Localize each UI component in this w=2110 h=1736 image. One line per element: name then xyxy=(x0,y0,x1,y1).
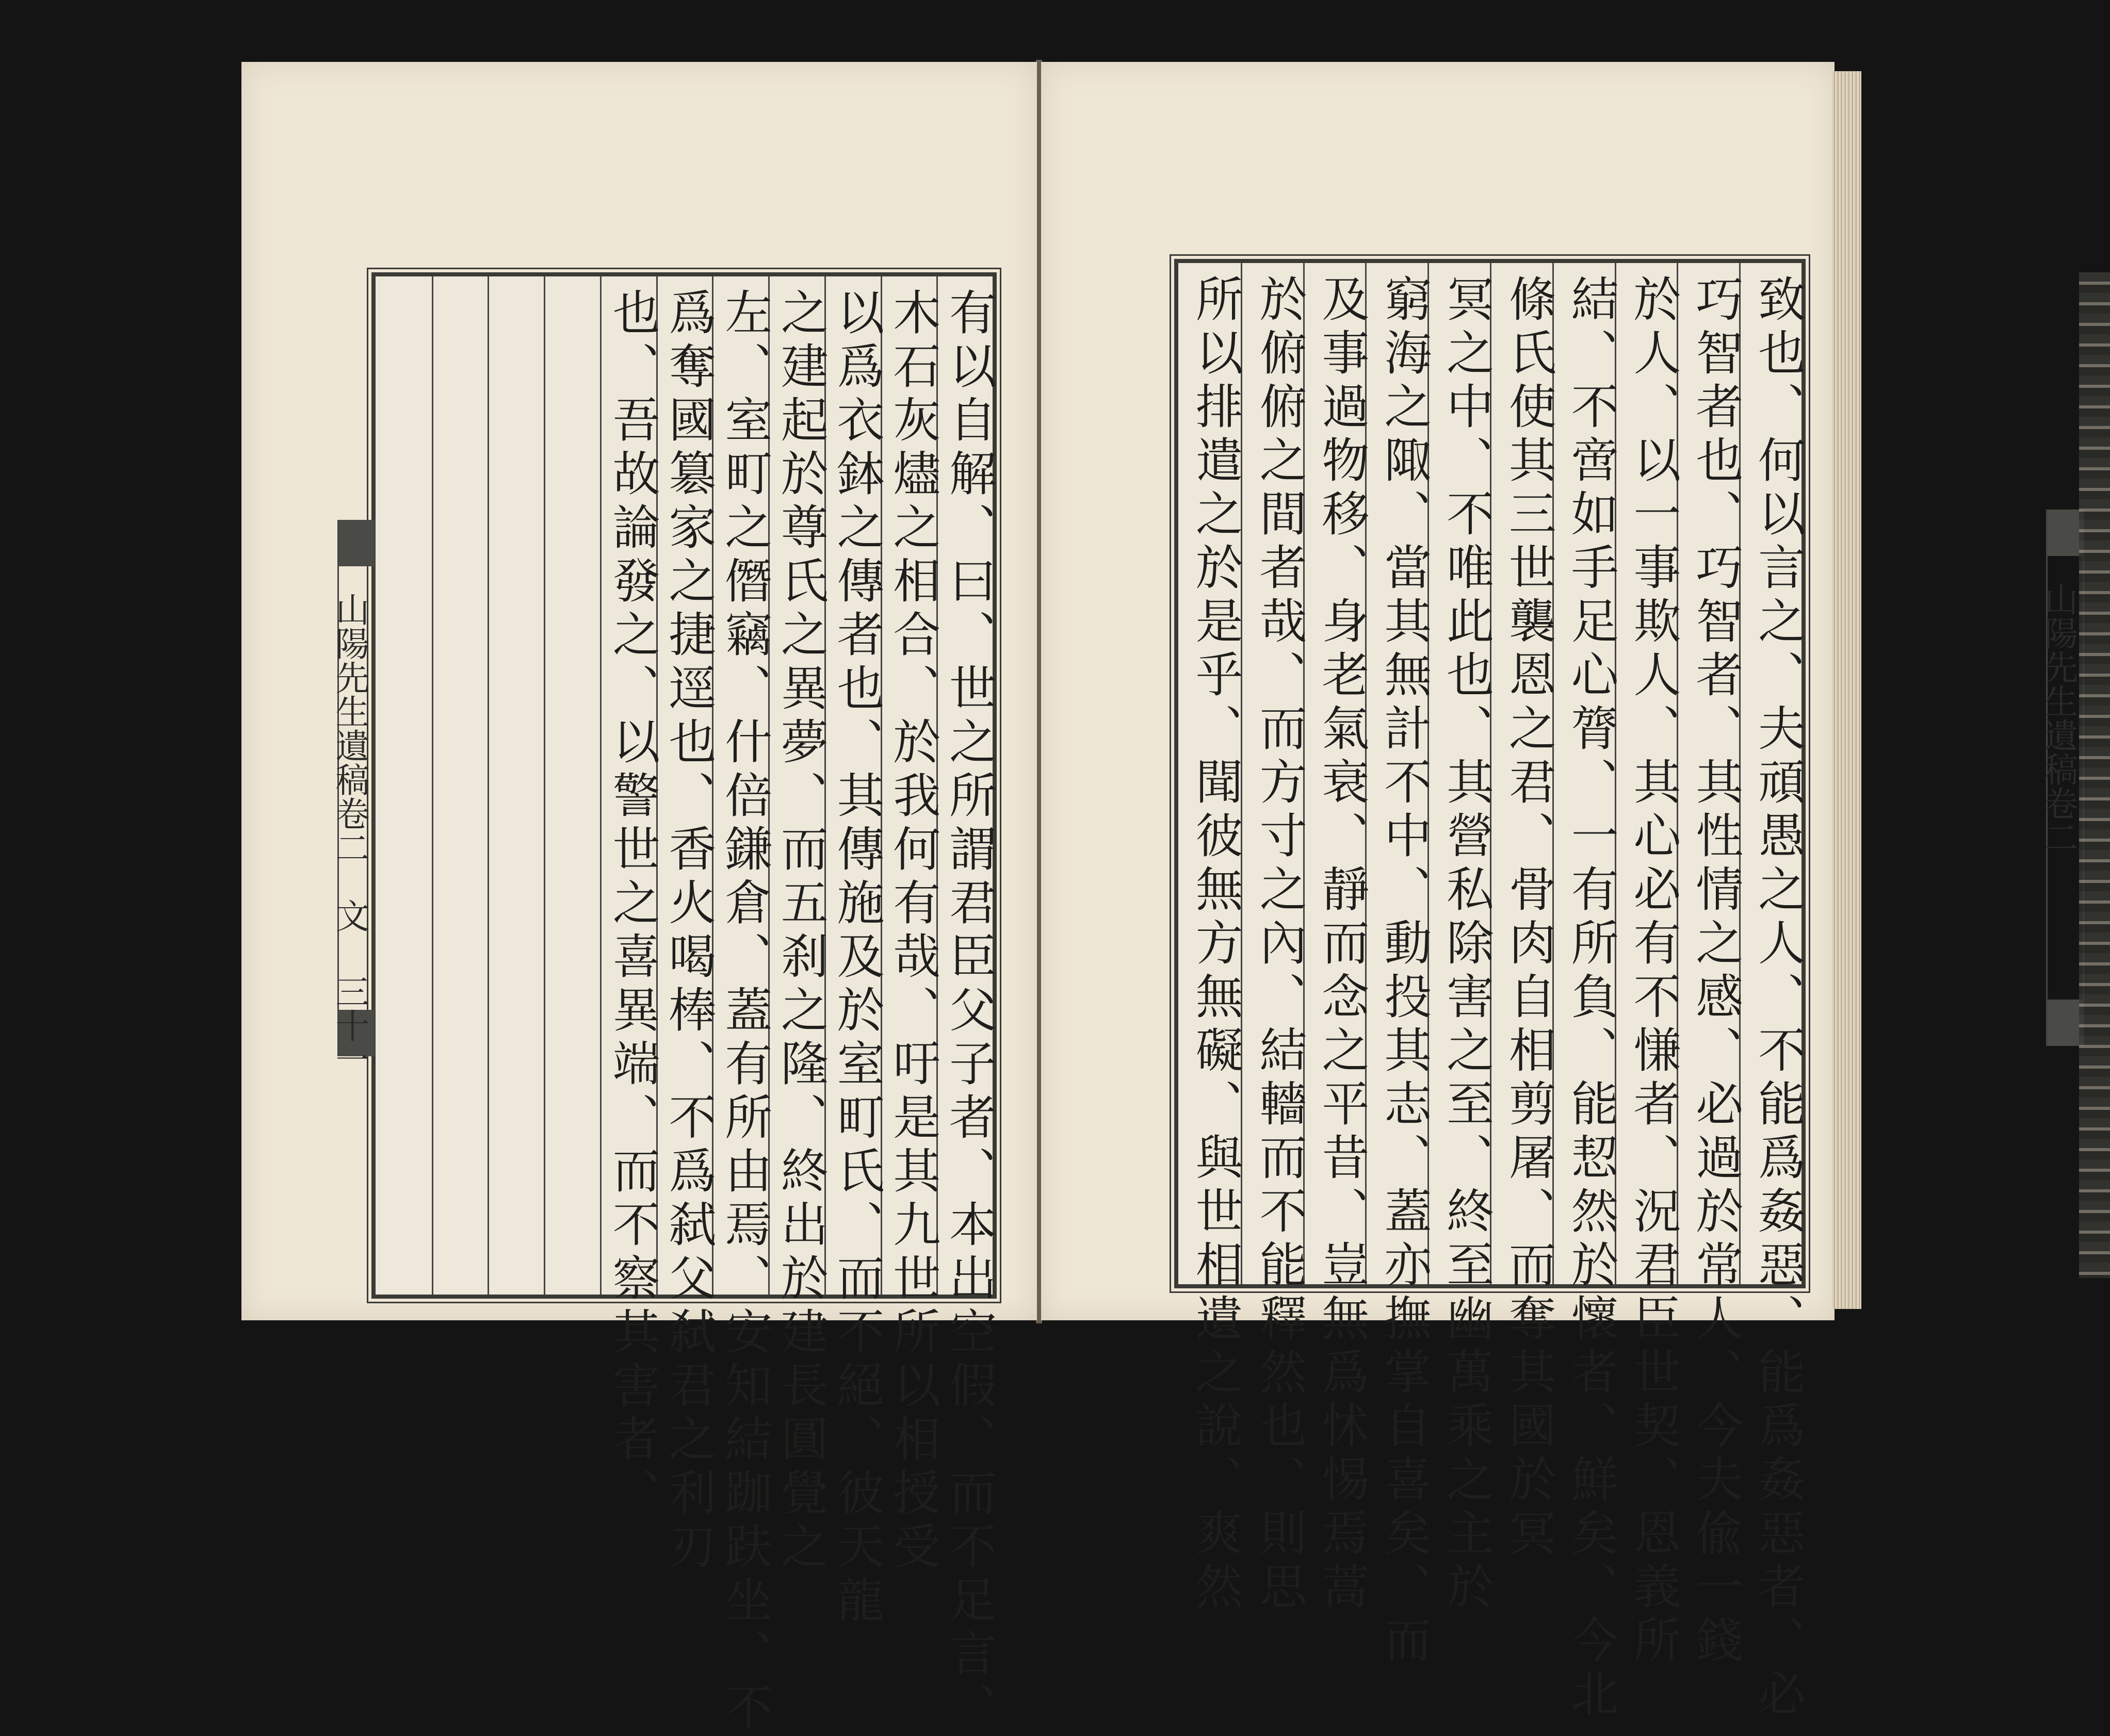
right-text-frame xyxy=(1174,259,1806,1723)
left_page-text-column: 左、室町之僭竊、什倍鎌倉、蓋有所由焉、安知結跏趺坐、不 xyxy=(712,276,768,1295)
left-margin-title xyxy=(330,520,376,1076)
folio-number: 三十一 xyxy=(330,974,369,1076)
right_page-text-column: 結、不啻如手足心膂、一有所負、能恝然於懷者、鮮矣、今北 xyxy=(1552,263,1615,1284)
right-banxin-title: 山陽先生遺稿卷二 xyxy=(2038,582,2078,854)
right_page-text-column: 所以排遣之於是乎、聞彼無方無礙、與世相遺之說、爽然 xyxy=(1188,274,1243,1615)
left-text-frame xyxy=(371,272,997,1736)
left_page-text-column xyxy=(488,276,544,1295)
page-edges xyxy=(1832,71,1861,1309)
left_page-text-column xyxy=(376,276,430,1295)
left_page-text-column: 之建起於尊氏之異夢、而五刹之隆、終出於建長圓覺之 xyxy=(768,276,824,1295)
left_page-text-column xyxy=(544,276,600,1295)
right_page-text-column: 於人、以一事欺人、其心必有不慊者、況君臣世契、恩義所 xyxy=(1615,263,1677,1284)
left_page-text-column: 爲奪國簒家之捷逕也、香火喝棒、不爲弑父弑君之利刃 xyxy=(656,276,712,1295)
left_page-text-column: 以爲衣鉢之傳者也、其傳施及於室町氏、而不絕、彼天龍 xyxy=(824,276,881,1295)
right_page-text-column: 巧智者也、巧智者、其性情之感、必過於常人、今夫偸一錢 xyxy=(1677,263,1739,1284)
right_page-text-column: 於俯俯之間者哉、而方寸之內、結轖而不能釋然也、則思 xyxy=(1241,263,1303,1284)
left_page-text-column: 也、吾故論發之、以警世之喜異端、而不察其害者、 xyxy=(600,276,656,1295)
left_page-text-column: 木石灰燼之相合、於我何有哉、吁是其九世所以相授受 xyxy=(881,276,937,1295)
left_page-text-column: 有以自解、曰、世之所謂君臣父子者、本出空假、而不足言、 xyxy=(936,276,993,1295)
page-edge-ink xyxy=(2079,272,2110,1278)
right_page-text-column: 致也、何以言之、夫頑愚之人、不能爲姦惡、能爲姦惡者、必 xyxy=(1739,263,1801,1284)
right_page-text-column: 窮海之陬、當其無計不中、動投其志、蓋亦撫掌自喜矣、而 xyxy=(1365,263,1427,1284)
left-banxin-title: 山陽先生遺稿卷二 文 xyxy=(330,592,369,932)
right_page-text-column: 及事過物移、身老氣衰、靜而念之平昔、豈無爲怵惕焉蒿 xyxy=(1303,263,1366,1284)
right_page-text-column: 冥之中、不唯此也、其營私除害之至、終至幽萬乘之主於 xyxy=(1427,263,1490,1284)
left_page-text-column xyxy=(432,276,488,1295)
right_page-text-column: 條氏使其三世襲恩之君、骨肉自相剪屠、而奪其國於冥 xyxy=(1490,263,1552,1284)
right-margin-title xyxy=(2038,510,2084,1046)
open-book xyxy=(227,56,2078,1736)
